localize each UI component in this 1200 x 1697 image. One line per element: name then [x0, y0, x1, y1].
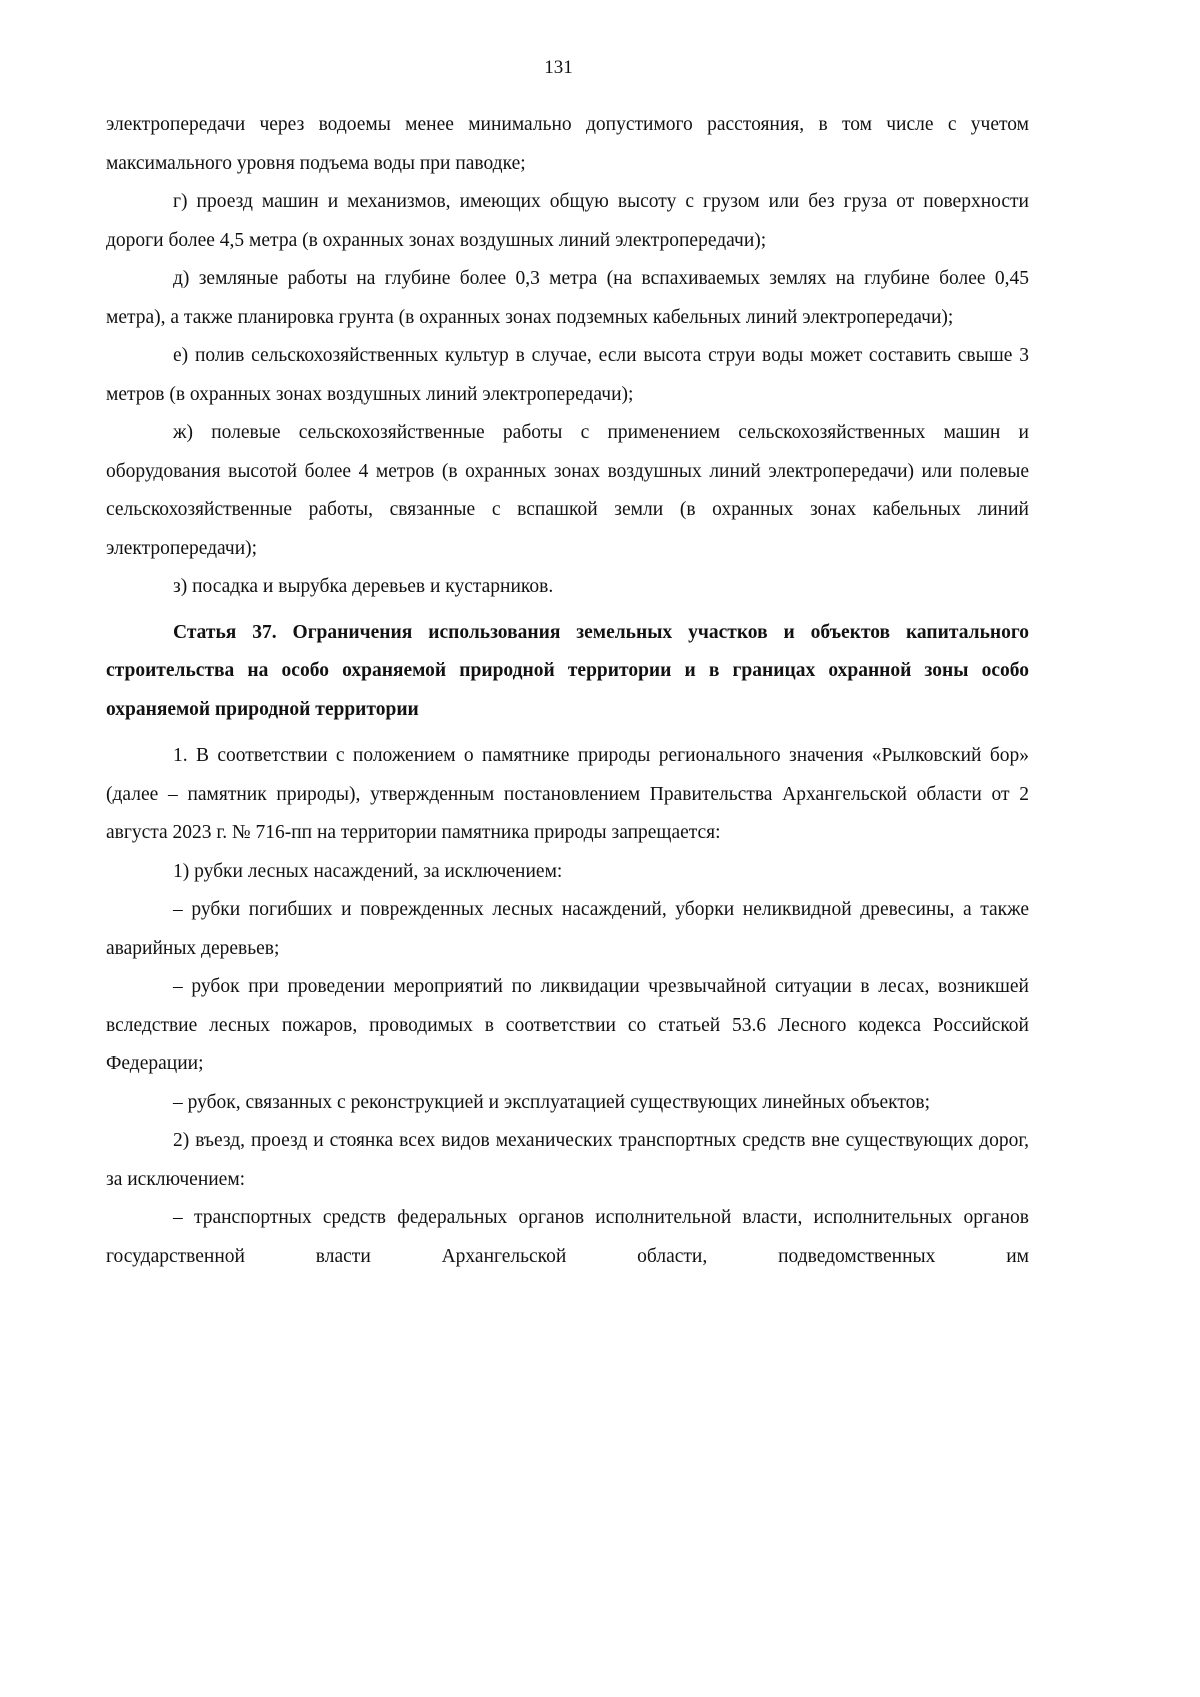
- paragraph-item-g: г) проезд машин и механизмов, имеющих общую высоту с грузом или без груза от поверхности дороги более 4,5 метра (в охранных зонах воздушных линий электропередачи);: [106, 191, 1029, 251]
- article-dash-item-4: – транспортных средств федеральных органов исполнительной власти, исполнительных органов государственной власти Архангельской области, подведомственных им: [106, 1207, 1029, 1267]
- article-dash-item-3: – рубок, связанных с реконструкцией и эксплуатацией существующих линейных объектов;: [173, 1091, 931, 1113]
- paragraph-continuation: электропередачи через водоемы менее минимально допустимого расстояния, в том числе с учетом максимального уровня подъема воды при паводке;: [106, 114, 1029, 174]
- paragraph-item-d: д) земляные работы на глубине более 0,3 метра (на вспахиваемых землях на глубине более 0,45 метра), а также планировка грунта (в охранных зонах подземных кабельных линий электропередачи);: [106, 268, 1029, 328]
- article-dash-item-2: – рубок при проведении мероприятий по ликвидации чрезвычайной ситуации в лесах, возникшей вследствие лесных пожаров, проводимых в соответствии со статьей 53.6 Лесного кодекса Российской Федерации;: [106, 976, 1029, 1074]
- article-list-item-2: 2) въезд, проезд и стоянка всех видов механических транспортных средств вне существующих дорог, за исключением:: [106, 1130, 1029, 1190]
- page-number: 131: [544, 57, 573, 78]
- article-paragraph-1: 1. В соответствии с положением о памятнике природы регионального значения «Рылковский бор» (далее – памятник природы), утвержденным постановлением Правительства Архангельской области от 2 августа 2023 г. № 716-пп на территории памятника природы запрещается:: [106, 745, 1029, 843]
- article-heading: Статья 37. Ограничения использования земельных участков и объектов капитального строительства на особо охраняемой природной территории и в границах охранной зоны особо охраняемой природной территории: [106, 621, 1029, 720]
- paragraph-item-zh: ж) полевые сельскохозяйственные работы с применением сельскохозяйственных машин и оборудования высотой более 4 метров (в охранных зонах воздушных линий электропередачи) или полевые сельскохозяйственные работы, связанные с вспашкой земли (в охранных зонах кабельных линий электропередачи);: [106, 422, 1029, 559]
- document-body: [106, 106, 1029, 1276]
- article-dash-item-1: – рубки погибших и поврежденных лесных насаждений, уборки неликвидной древесины, а также аварийных деревьев;: [106, 899, 1029, 959]
- article-list-item-1: 1) рубки лесных насаждений, за исключением:: [173, 860, 563, 882]
- paragraph-item-z: з) посадка и вырубка деревьев и кустарников.: [173, 576, 554, 597]
- paragraph-item-e: е) полив сельскохозяйственных культур в случае, если высота струи воды может составить свыше 3 метров (в охранных зонах воздушных линий электропередачи);: [106, 345, 1029, 405]
